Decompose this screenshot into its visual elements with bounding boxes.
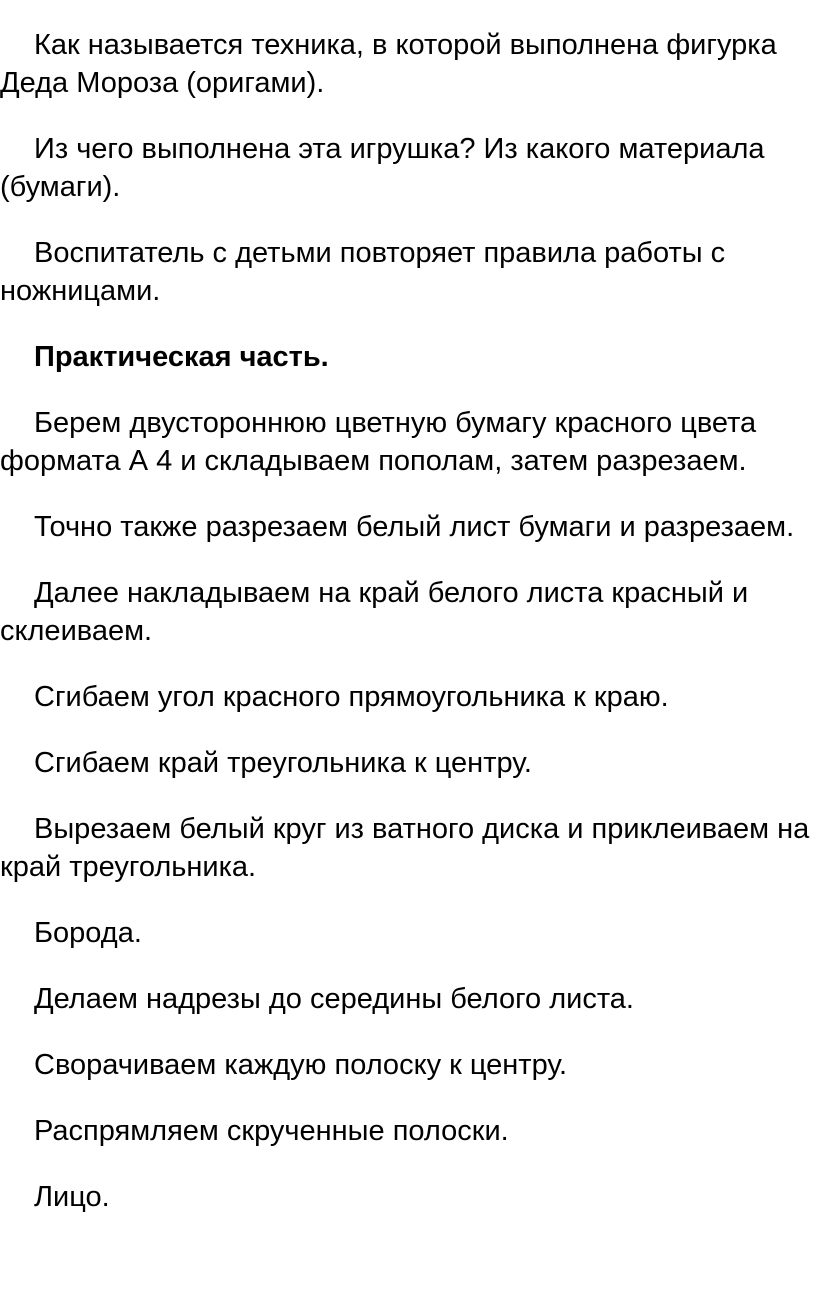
paragraph-fold-corner: Сгибаем угол красного прямоугольника к краю. xyxy=(34,681,669,713)
section-heading-practical: Практическая часть. xyxy=(34,341,329,373)
paragraph-origami-question: Как называется техника, в которой выполнена фигурка Деда Мороза (оригами). xyxy=(0,29,777,99)
paragraph-face: Лицо. xyxy=(34,1181,110,1213)
paragraph-fold-edge: Сгибаем край треугольника к центру. xyxy=(34,747,532,779)
paragraph-beard: Борода. xyxy=(34,917,142,949)
paragraph-roll-strips: Сворачиваем каждую полоску к центру. xyxy=(34,1049,568,1081)
paragraph-glue: Далее накладываем на край белого листа красный и склеиваем. xyxy=(0,577,749,647)
paragraph-cuts: Делаем надрезы до середины белого листа. xyxy=(34,983,634,1015)
paragraph-red-paper: Берем двустороннюю цветную бумагу красного цвета формата А 4 и складываем пополам, затем разрезаем. xyxy=(0,407,757,477)
document-body xyxy=(0,26,816,1244)
paragraph-material-question: Из чего выполнена эта игрушка? Из какого материала (бумаги). xyxy=(0,133,765,203)
paragraph-scissors-rules: Воспитатель с детьми повторяет правила работы с ножницами. xyxy=(0,237,726,307)
paragraph-cotton-circle: Вырезаем белый круг из ватного диска и приклеиваем на край треугольника. xyxy=(0,813,810,883)
paragraph-straighten-strips: Распрямляем скрученные полоски. xyxy=(34,1115,509,1147)
paragraph-white-paper: Точно также разрезаем белый лист бумаги и разрезаем. xyxy=(34,511,795,543)
